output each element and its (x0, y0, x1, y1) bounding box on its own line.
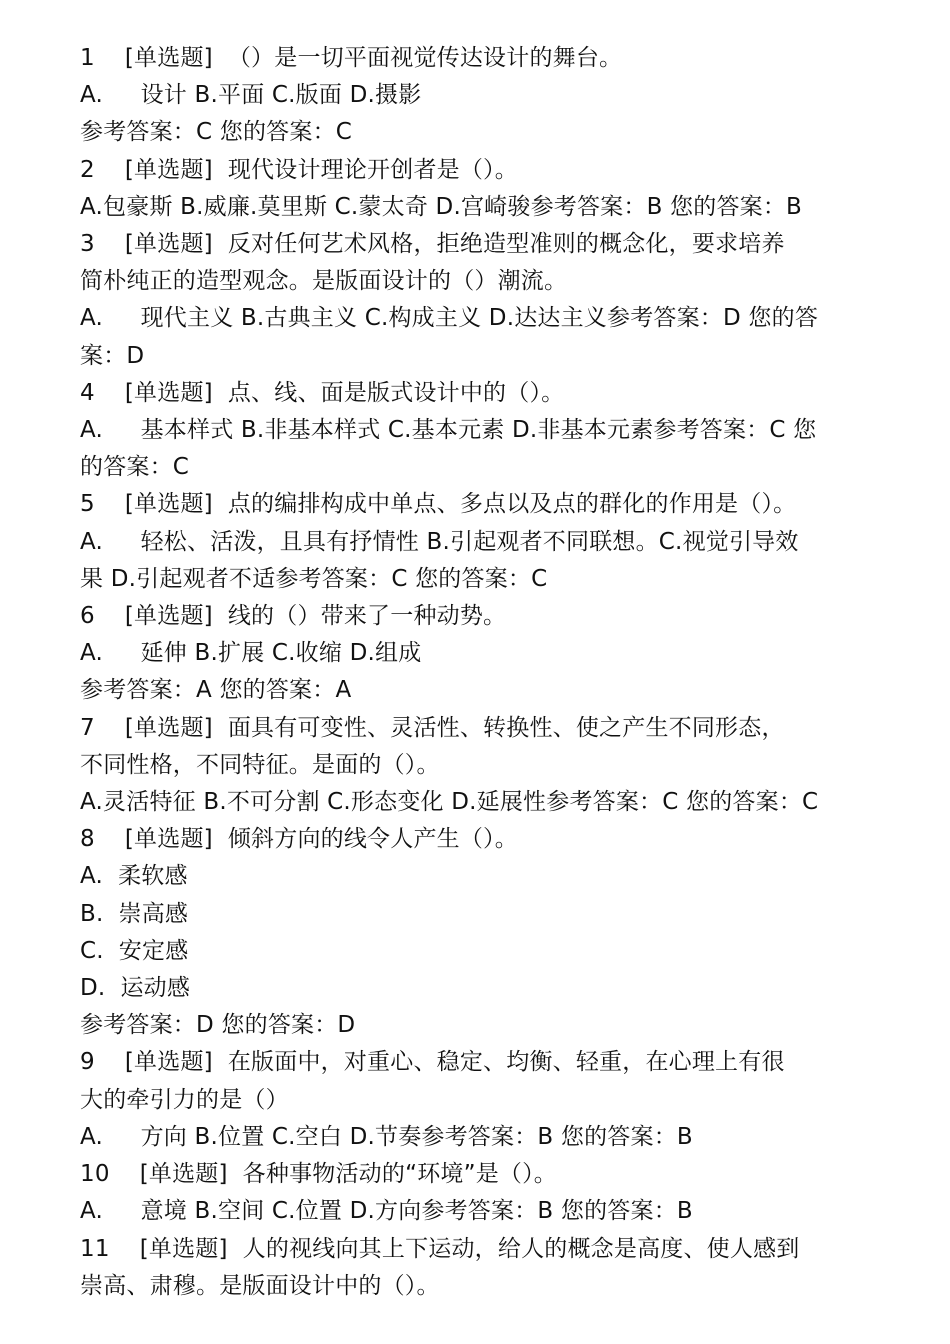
text-line: C. 安定感 (80, 937, 189, 964)
text-line: 3 [单选题] 反对任何艺术风格，拒绝造型准则的概念化，要求培养 (80, 231, 785, 258)
text-line: 9 [单选题] 在版面中，对重心、稳定、均衡、轻重，在心理上有很 (80, 1049, 785, 1076)
text-line: 案：D (80, 342, 145, 369)
text-line: 参考答案：A 您的答案：A (80, 677, 352, 704)
text-line: A.灵活特征 B.不可分割 C.形态变化 D.延展性参考答案：C 您的答案：C (80, 789, 819, 816)
text-line: 果 D.引起观者不适参考答案：C 您的答案：C (80, 565, 548, 592)
text-line: 1 [单选题] （）是一切平面视觉传达设计的舞台。 (80, 45, 623, 71)
text-line: 崇高、肃穆。是版面设计中的（）。 (80, 1272, 440, 1299)
text-line: 参考答案：D 您的答案：D (80, 1012, 356, 1039)
text-line: 大的牵引力的是（） (80, 1086, 289, 1113)
text-line: 11 [单选题] 人的视线向其上下运动，给人的概念是高度、使人感到 (80, 1235, 800, 1262)
text-line: A.包豪斯 B.威廉.莫里斯 C.蒙太奇 D.宫崎骏参考答案：B 您的答案：B (80, 193, 803, 220)
text-line: A. 方向 B.位置 C.空白 D.节奏参考答案：B 您的答案：B (80, 1123, 693, 1150)
text-line: A. 基本样式 B.非基本样式 C.基本元素 D.非基本元素参考答案：C 您 (80, 417, 817, 444)
text-line: A. 柔软感 (80, 863, 188, 890)
text-line: 2 [单选题] 现代设计理论开创者是（）。 (80, 156, 518, 183)
text-line: B. 崇高感 (80, 900, 189, 927)
text-line: 6 [单选题] 线的（）带来了一种动势。 (80, 603, 507, 630)
text-line: 7 [单选题] 面具有可变性、灵活性、转换性、使之产生不同形态， (80, 714, 785, 741)
text-line: 不同性格，不同特征。是面的（）。 (80, 751, 440, 778)
text-line: 10 [单选题] 各种事物活动的“环境”是（）。 (80, 1161, 558, 1188)
text-line: 5 [单选题] 点的编排构成中单点、多点以及点的群化的作用是（）。 (80, 491, 797, 518)
text-line: 参考答案：C 您的答案：C (80, 119, 353, 146)
text-line: 的答案：C (80, 454, 190, 481)
text-line: 简朴纯正的造型观念。是版面设计的（）潮流。 (80, 268, 568, 295)
text-line: A. 现代主义 B.古典主义 C.构成主义 D.达达主义参考答案：D 您的答 (80, 305, 819, 332)
text-line: D. 运动感 (80, 975, 191, 1002)
text-line: A. 设计 B.平面 C.版面 D.摄影 (80, 82, 422, 109)
text-line: 4 [单选题] 点、线、面是版式设计中的（）。 (80, 379, 565, 406)
text-line: A. 意境 B.空间 C.位置 D.方向参考答案：B 您的答案：B (80, 1198, 693, 1225)
text-line: A. 轻松、活泼，且具有抒情性 B.引起观者不同联想。C.视觉引导效 (80, 528, 799, 555)
text-line: 8 [单选题] 倾斜方向的线令人产生（）。 (80, 826, 518, 853)
text-line: A. 延伸 B.扩展 C.收缩 D.组成 (80, 640, 422, 667)
